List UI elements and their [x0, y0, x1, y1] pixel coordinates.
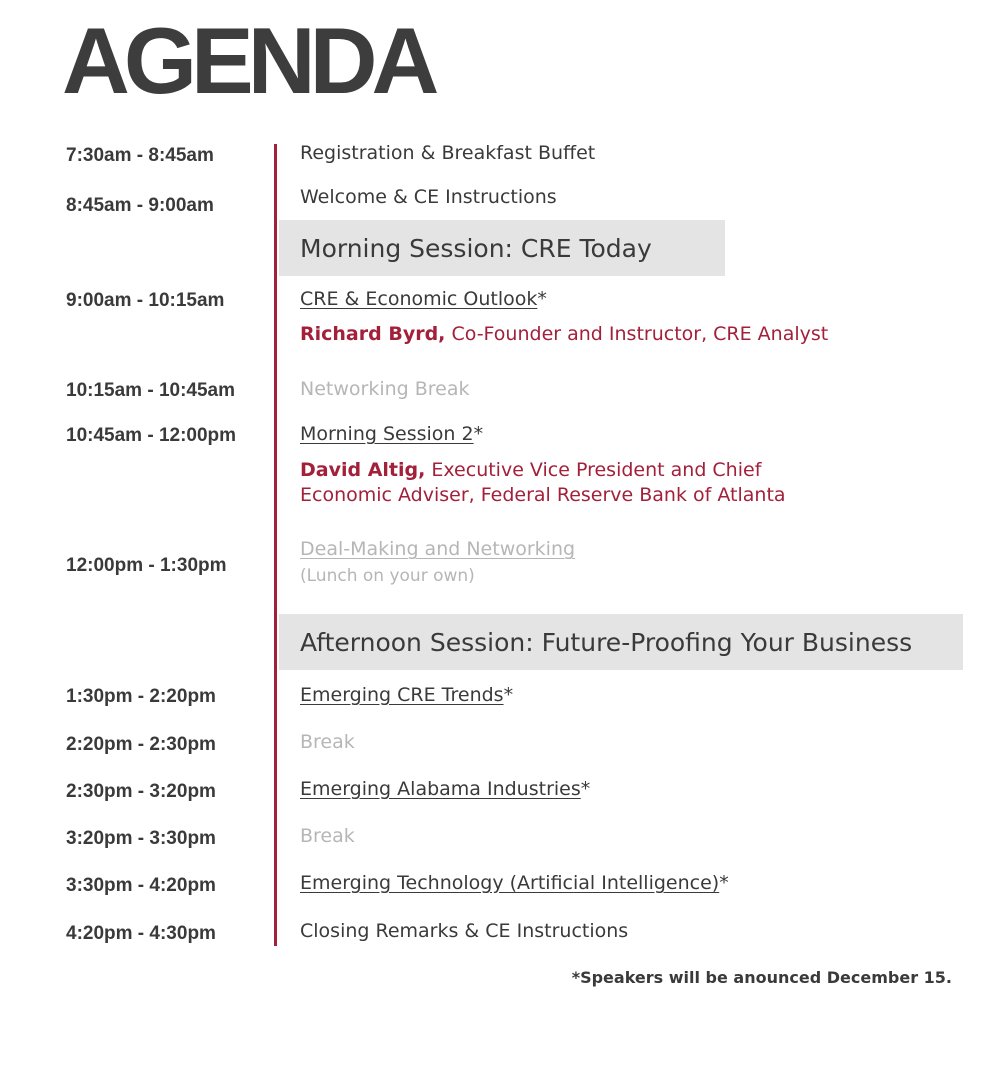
agenda-item: Break [300, 731, 355, 753]
time-slot: 10:45am - 12:00pm [66, 425, 237, 446]
agenda-item: Welcome & CE Instructions [300, 186, 557, 208]
agenda-item [300, 778, 590, 801]
session-header-label: Afternoon Session: Future-Proofing Your Business [300, 627, 913, 657]
time-slot: 4:20pm - 4:30pm [66, 923, 216, 944]
speaker-name: David Altig, [300, 459, 426, 481]
agenda-item [300, 684, 513, 707]
agenda-item: Registration & Breakfast Buffet [300, 142, 596, 164]
time-slot: 2:30pm - 3:20pm [66, 781, 216, 802]
speaker-role: Economic Adviser, Federal Reserve Bank of Atlanta [300, 483, 786, 506]
time-slot: 9:00am - 10:15am [66, 290, 225, 311]
agenda-item: Break [300, 825, 355, 847]
speaker [300, 322, 828, 347]
agenda-item [300, 288, 547, 311]
footnote: *Speakers will be anounced December 15. [571, 968, 952, 987]
speaker-tbd-mark: * [503, 684, 514, 706]
speaker-name: Richard Byrd, [300, 323, 446, 345]
speaker-tbd-mark: * [473, 423, 484, 445]
time-slot: 3:30pm - 4:20pm [66, 875, 216, 896]
speaker-tbd-mark: * [580, 778, 591, 800]
session-link[interactable]: CRE & Economic Outlook [300, 288, 538, 310]
session-link[interactable]: Emerging CRE Trends [300, 684, 504, 706]
time-slot: 1:30pm - 2:20pm [66, 686, 216, 707]
time-slot: 3:20pm - 3:30pm [66, 828, 216, 849]
session-link[interactable]: Morning Session 2 [300, 423, 474, 445]
session-header-label: Morning Session: CRE Today [300, 233, 652, 263]
agenda-item [300, 423, 483, 446]
time-slot: 7:30am - 8:45am [66, 145, 214, 166]
time-slot: 12:00pm - 1:30pm [66, 555, 227, 576]
speaker-tbd-mark: * [719, 872, 729, 894]
time-slot: 8:45am - 9:00am [66, 195, 214, 216]
agenda-link[interactable]: Deal-Making and Networking [300, 538, 576, 560]
agenda-note: (Lunch on your own) [300, 566, 475, 586]
speaker-tbd-mark: * [537, 288, 547, 310]
time-slot: 10:15am - 10:45am [66, 380, 235, 401]
time-slot: 2:20pm - 2:30pm [66, 734, 216, 755]
speaker-role: Co-Founder and Instructor, CRE Analyst [451, 323, 829, 345]
agenda-item: Closing Remarks & CE Instructions [300, 920, 629, 942]
session-header-morning [279, 220, 725, 276]
agenda-item: Networking Break [300, 378, 470, 400]
session-link[interactable]: Emerging Alabama Industries [300, 778, 581, 800]
speaker [300, 458, 786, 507]
timeline-divider [274, 144, 277, 946]
speaker-role: Executive Vice President and Chief [431, 459, 762, 481]
agenda-item [300, 872, 729, 895]
session-header-afternoon [279, 614, 963, 670]
session-link[interactable]: Emerging Technology (Artificial Intelligence) [300, 872, 720, 894]
page-title: AGENDA [62, 8, 434, 113]
